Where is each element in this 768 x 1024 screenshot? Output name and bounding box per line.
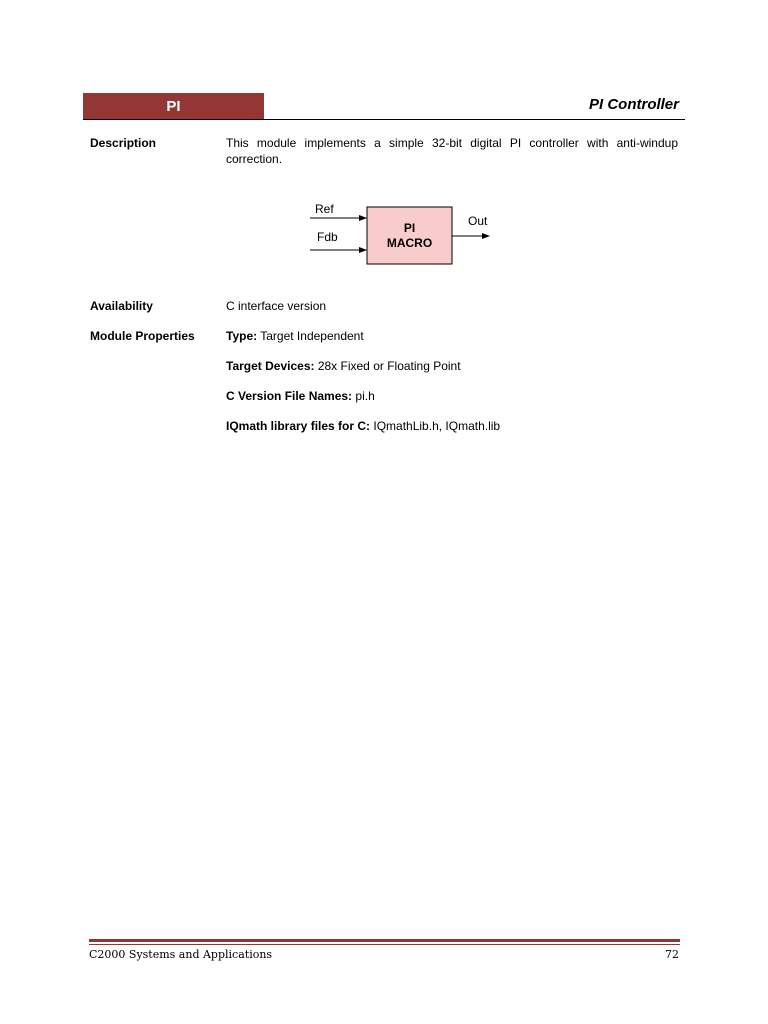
page-number: 72: [665, 948, 679, 961]
output-label: Out: [468, 214, 488, 228]
property-type-label: Type:: [226, 329, 258, 343]
header-divider: [83, 119, 685, 120]
property-iqmath-label: IQmath library files for C:: [226, 419, 371, 433]
property-devices-label: Target Devices:: [226, 359, 315, 373]
property-type-value: Target Independent: [260, 329, 364, 343]
availability-value: C interface version: [226, 299, 327, 313]
input-ref-label: Ref: [315, 202, 334, 216]
property-files-value: pi.h: [355, 389, 375, 403]
footer-divider-thick: [89, 939, 680, 942]
property-files-label: C Version File Names:: [226, 389, 353, 403]
page-title: PI Controller: [588, 96, 679, 113]
property-type: [226, 328, 364, 344]
footer-divider-thin: [89, 944, 680, 945]
description-text: This module implements a simple 32-bit digital PI controller with anti-windup correction.: [226, 136, 678, 166]
property-devices-value: 28x Fixed or Floating Point: [317, 359, 461, 373]
property-target-devices: [226, 358, 461, 374]
property-iqmath-files: [226, 418, 500, 434]
arrow-right-icon: [482, 233, 490, 239]
section-tag-text: PI: [166, 97, 181, 115]
block-label-line-2: MACRO: [386, 236, 433, 250]
arrow-right-icon: [359, 247, 367, 253]
description-label: Description: [90, 136, 157, 150]
availability-label: Availability: [90, 299, 153, 313]
input-fdb-label: Fdb: [317, 230, 338, 244]
section-tag: [83, 93, 264, 119]
footer-title: C2000 Systems and Applications: [89, 948, 273, 961]
arrow-right-icon: [359, 215, 367, 221]
property-file-names: [226, 388, 375, 404]
module-properties-label: Module Properties: [90, 329, 195, 343]
pi-macro-diagram: [310, 196, 510, 268]
property-iqmath-value: IQmathLib.h, IQmath.lib: [373, 419, 501, 433]
block-label-line-1: PI: [403, 221, 416, 235]
